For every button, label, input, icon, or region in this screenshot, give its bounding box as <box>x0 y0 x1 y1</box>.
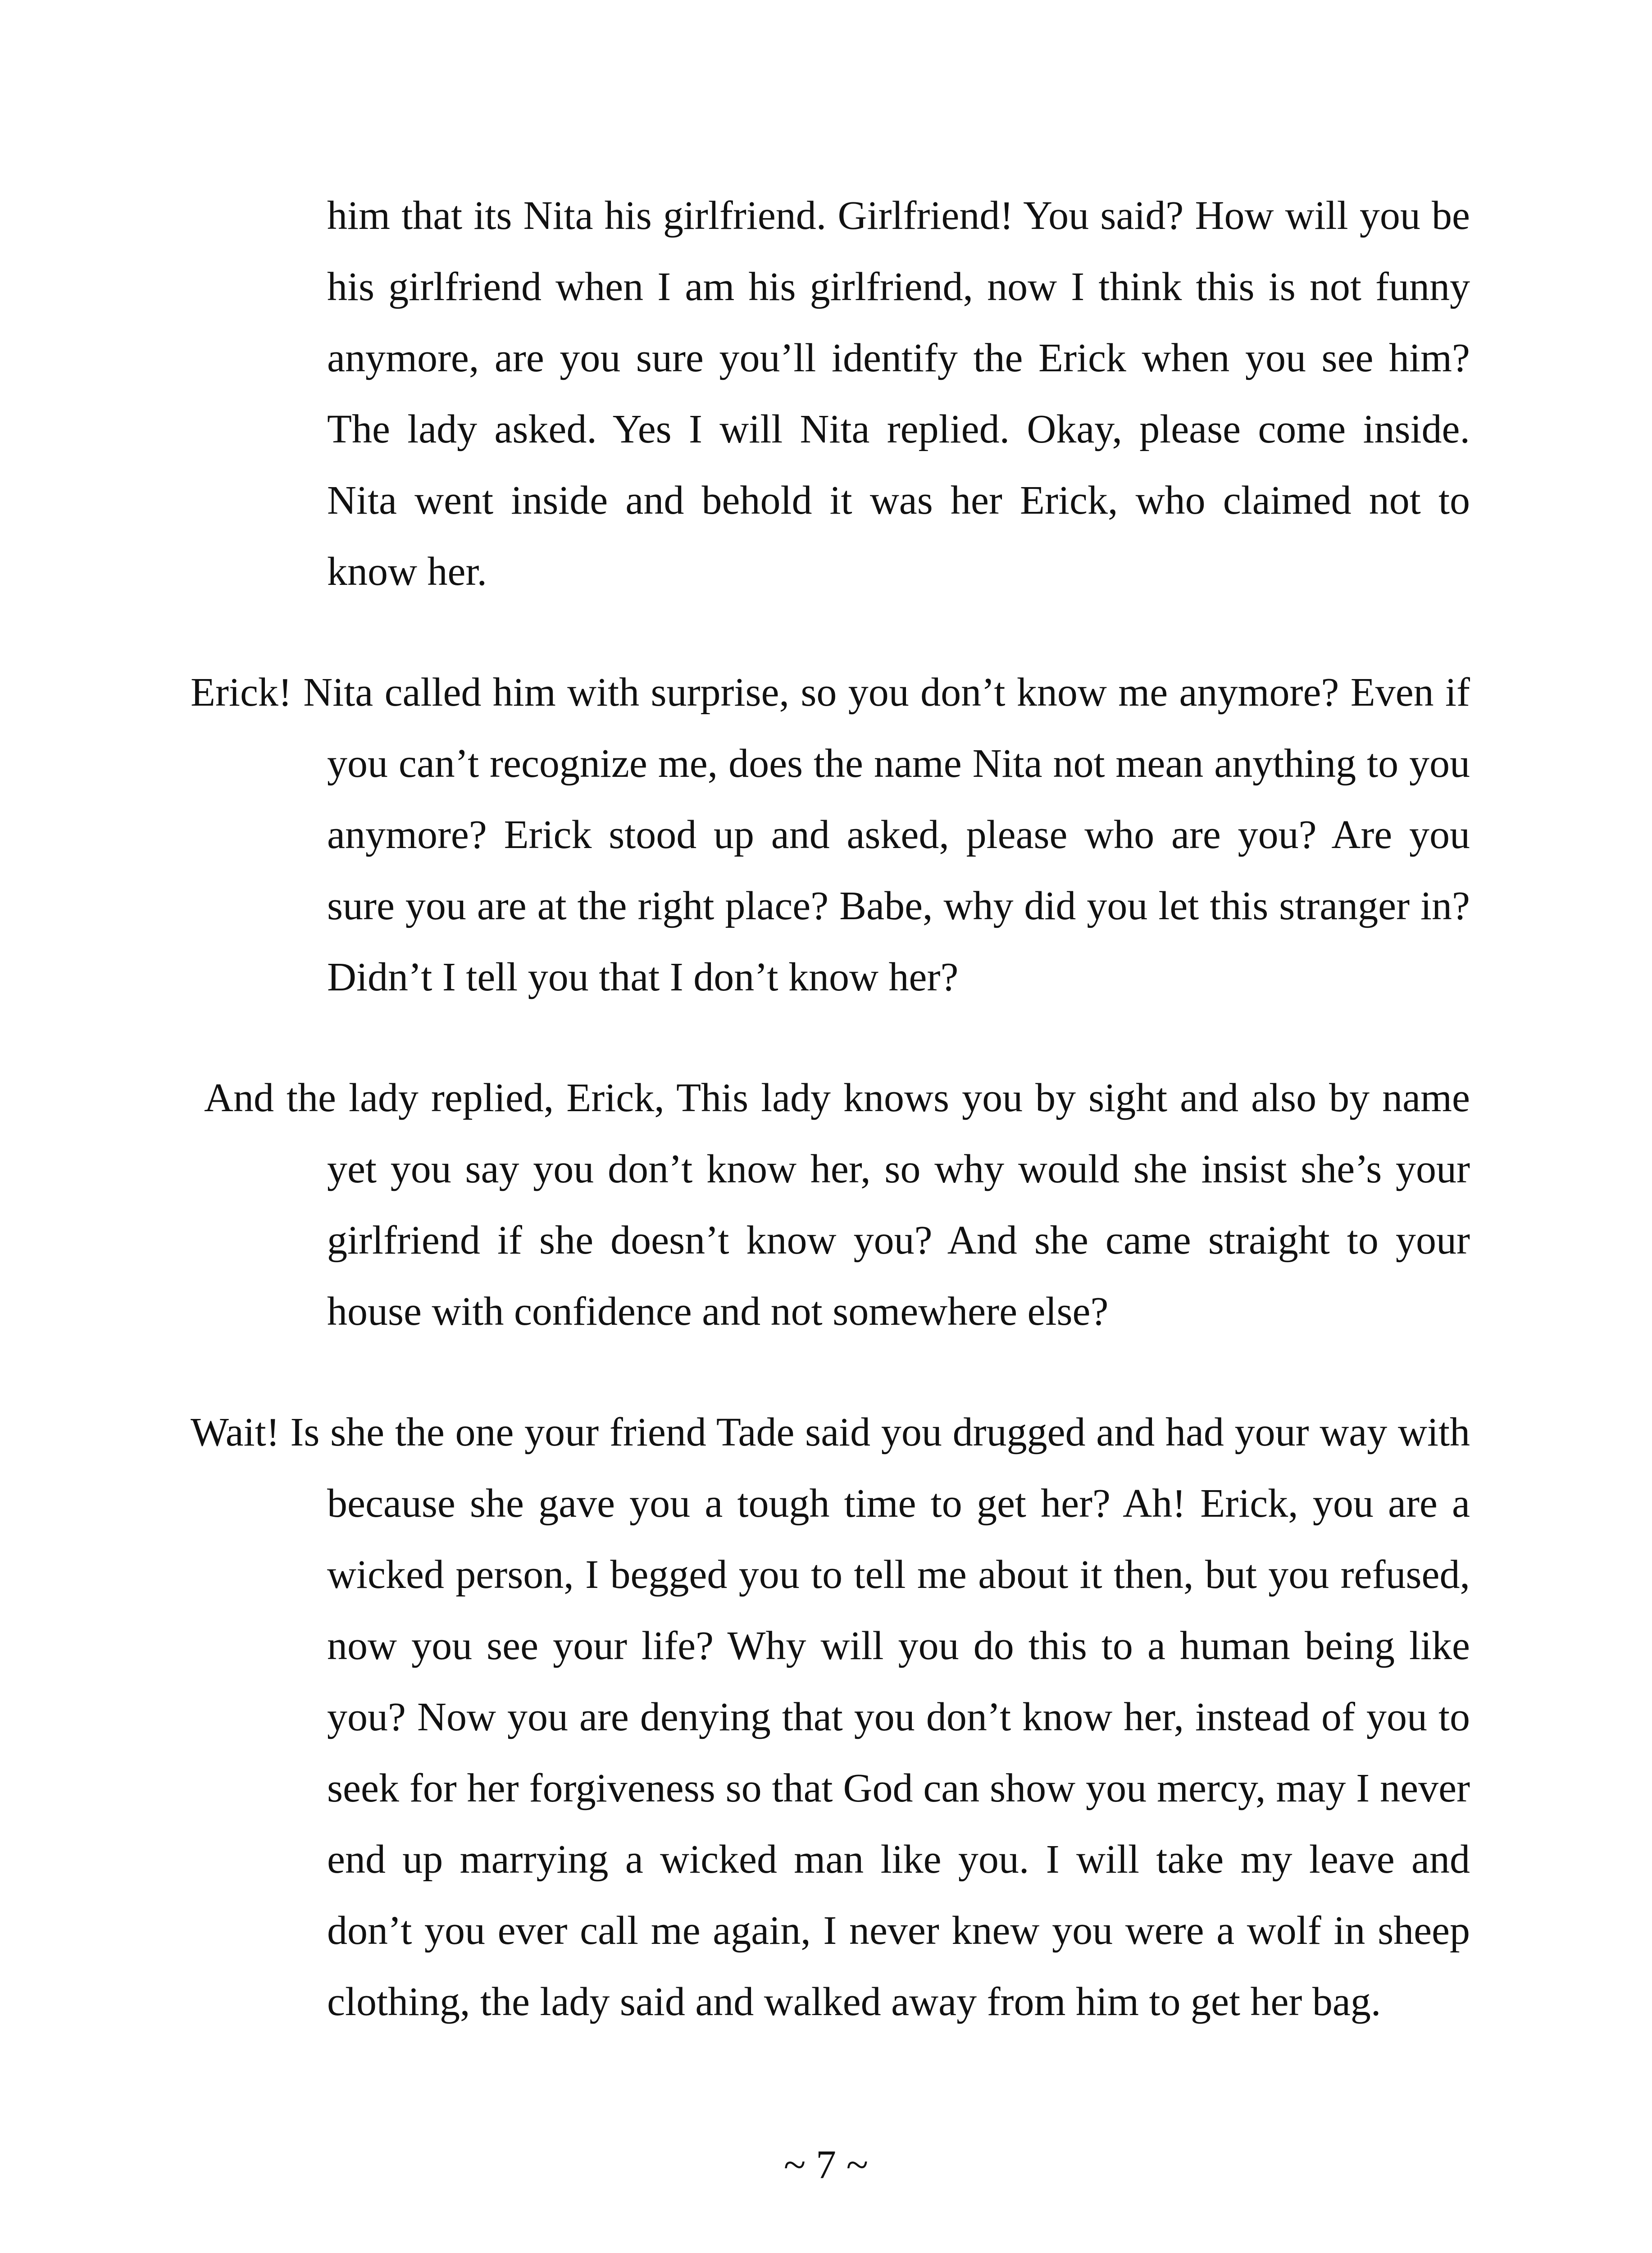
page-number: ~ 7 ~ <box>783 2143 869 2187</box>
paragraph-continued: him that its Nita his girlfriend. Girlfriend! You said? How will you be his girlfriend when I am his girlfriend, now I think this is not funny anymore, are you sure you’ll identify the Erick when you see him? The lady asked. Yes I will Nita replied. Okay, please come inside. Nita went inside and behold it was her Erick, who claimed not to know her. <box>327 193 1470 594</box>
paragraph-wait: Wait! Is she the one your friend Tade said you drugged and had your way with because she gave you a tough time to get her? Ah! Erick, you are a wicked person, I begged you to tell me about it then, but you refused, now you see your life? Why will you do this to a human being like you? Now you are denying that you don’t know her, instead of you to seek for her forgiveness so that God can show you mercy, may I never end up marrying a wicked man like you. I will take my leave and don’t you ever call me again, I never knew you were a wolf in sheep clothing, the lady said and walked away from him to get her bag. <box>191 1410 1470 2024</box>
paragraph-lady-reply: And the lady replied, Erick, This lady knows you by sight and also by name yet you say you don’t know her, so why would she insist she’s your girlfriend if she doesn’t know you? And she came straight to your house with confidence and not somewhere else? <box>204 1076 1470 1334</box>
body-text <box>191 180 1470 2038</box>
paragraph-erick-surprise: Erick! Nita called him with surprise, so you don’t know me anymore? Even if you can’t recognize me, does the name Nita not mean anything to you anymore? Erick stood up and asked, please who are you? Are you sure you are at the right place? Babe, why did you let this stranger in? Didn’t I tell you that I don’t know her? <box>191 670 1470 999</box>
